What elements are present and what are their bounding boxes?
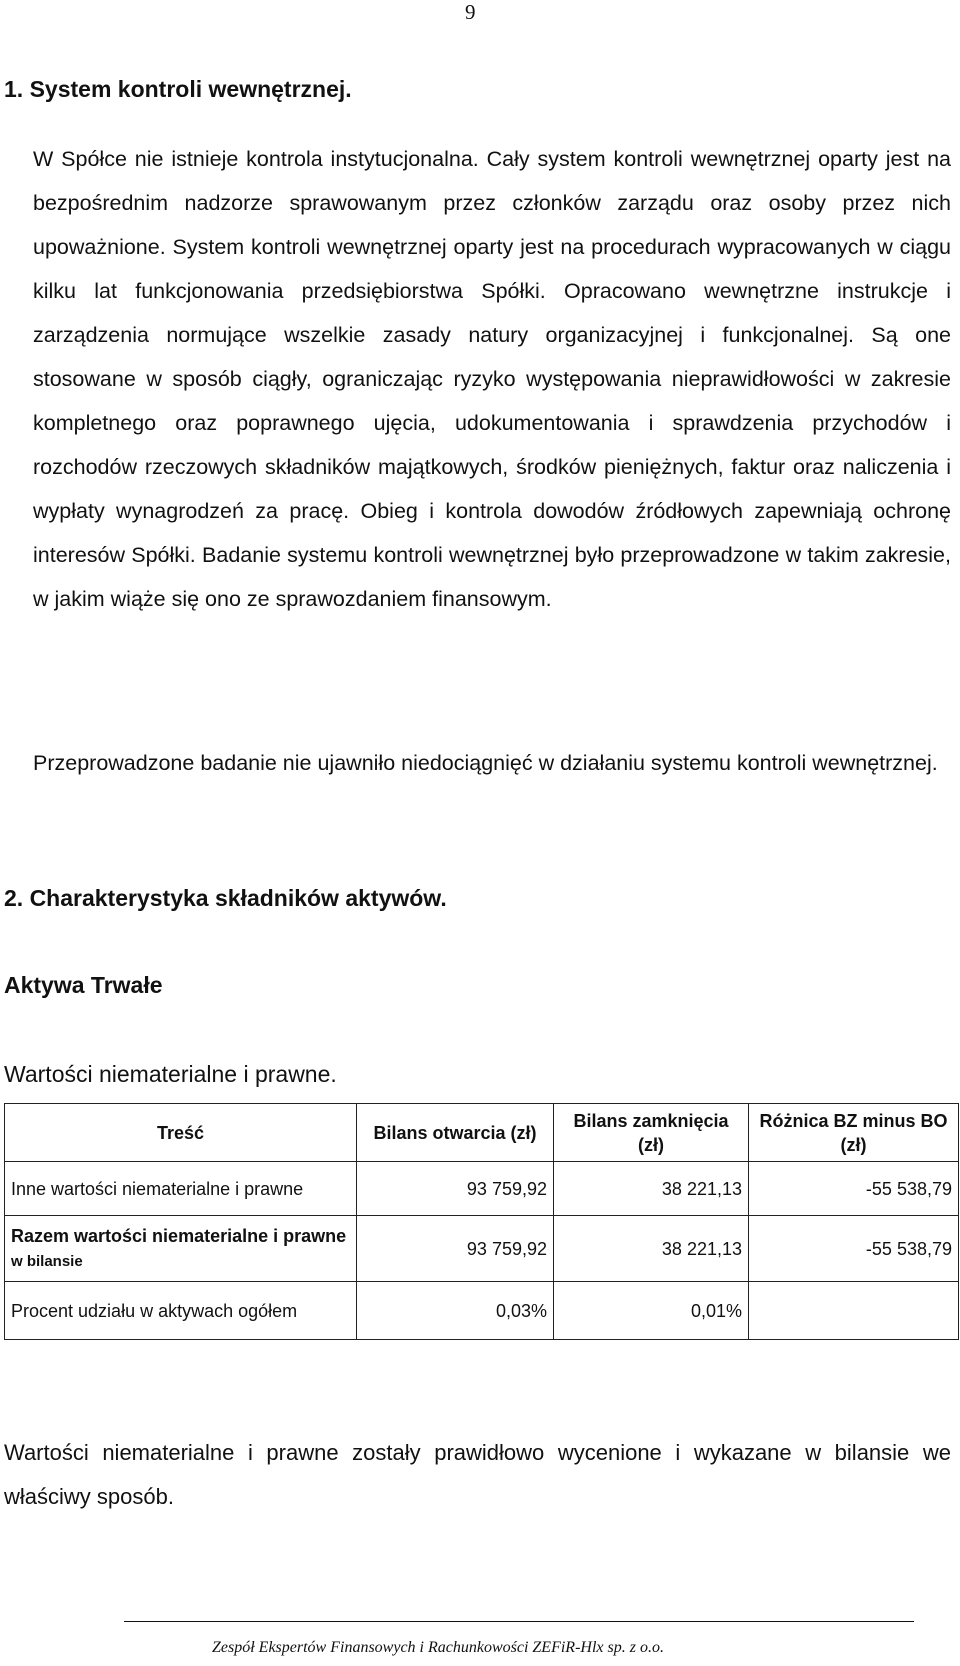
footer-divider xyxy=(124,1621,914,1622)
fixed-assets-subheading: Aktywa Trwałe xyxy=(4,972,163,998)
total-opening-value: 93 759,92 xyxy=(357,1216,554,1282)
intangible-assets-table xyxy=(4,1103,959,1340)
page-number: 9 xyxy=(465,0,476,24)
opening-value: 93 759,92 xyxy=(357,1162,554,1216)
section-2-heading: 2. Charakterystyka składników aktywów. xyxy=(4,885,447,911)
conclusion-paragraph: Wartości niematerialne i prawne zostały prawidłowo wycenione i wykazane w bilansie we właściwy sposób. xyxy=(4,1440,951,1509)
total-closing-value: 38 221,13 xyxy=(554,1216,749,1282)
percent-difference-value xyxy=(749,1282,959,1340)
footer-text: Zespół Ekspertów Finansowych i Rachunkowości ZEFiR-Hlx sp. z o.o. xyxy=(212,1639,664,1656)
percent-closing-value: 0,01% xyxy=(554,1282,749,1340)
header-label: Treść xyxy=(5,1104,357,1162)
percent-opening-value: 0,03% xyxy=(357,1282,554,1340)
header-difference: Różnica BZ minus BO (zł) xyxy=(749,1104,959,1162)
table-row-percent xyxy=(5,1282,959,1340)
table-row-total xyxy=(5,1216,959,1282)
section-1-paragraph-1: W Spółce nie istnieje kontrola instytucjonalna. Cały system kontroli wewnętrznej oparty jest na bezpośrednim nadzorze sprawowanym przez członków zarządu oraz osoby przez nich upoważnione. System kontroli wewnętrznej oparty jest na procedurach wypracowanych w ciągu kilku lat funkcjonowania przedsiębiorstwa Spółki. Opracowano wewnętrzne instrukcje i zarządzenia normujące wszelkie zasady natury organizacyjnej i funkcjonalnej. Są one stosowane w sposób ciągły, ograniczając ryzyko występowania nieprawidłowości w zakresie kompletnego oraz poprawnego ujęcia, udokumentowania i sprawdzenia przychodów i rozchodów rzeczowych składników majątkowych, środków pieniężnych, faktur oraz naliczenia i wypłaty wynagrodzeń za pracę. Obieg i kontrola dowodów źródłowych zapewniają ochronę interesów Spółki. Badanie systemu kontroli wewnętrznej było przeprowadzone w takim zakresie, w jakim wiąże się ono ze sprawozdaniem finansowym. xyxy=(33,147,951,611)
percent-row-label: Procent udziału w aktywach ogółem xyxy=(5,1282,357,1340)
table-caption: Wartości niematerialne i prawne. xyxy=(4,1061,337,1087)
section-1-paragraph-2: Przeprowadzone badanie nie ujawniło niedociągnięć w działaniu systemu kontroli wewnętrznej. xyxy=(33,751,938,775)
row-label: Inne wartości niematerialne i prawne xyxy=(5,1162,357,1216)
total-label-suffix: w bilansie xyxy=(11,1252,83,1270)
closing-value: 38 221,13 xyxy=(554,1162,749,1216)
total-label-bold: Razem wartości niematerialne i prawne xyxy=(11,1225,347,1246)
header-closing-balance: Bilans zamknięcia (zł) xyxy=(554,1104,749,1162)
table-row xyxy=(5,1162,959,1216)
total-row-label xyxy=(5,1216,357,1282)
section-1-heading: 1. System kontroli wewnętrznej. xyxy=(4,76,352,102)
total-difference-value: -55 538,79 xyxy=(749,1216,959,1282)
difference-value: -55 538,79 xyxy=(749,1162,959,1216)
table-header-row xyxy=(5,1104,959,1162)
header-opening-balance: Bilans otwarcia (zł) xyxy=(357,1104,554,1162)
